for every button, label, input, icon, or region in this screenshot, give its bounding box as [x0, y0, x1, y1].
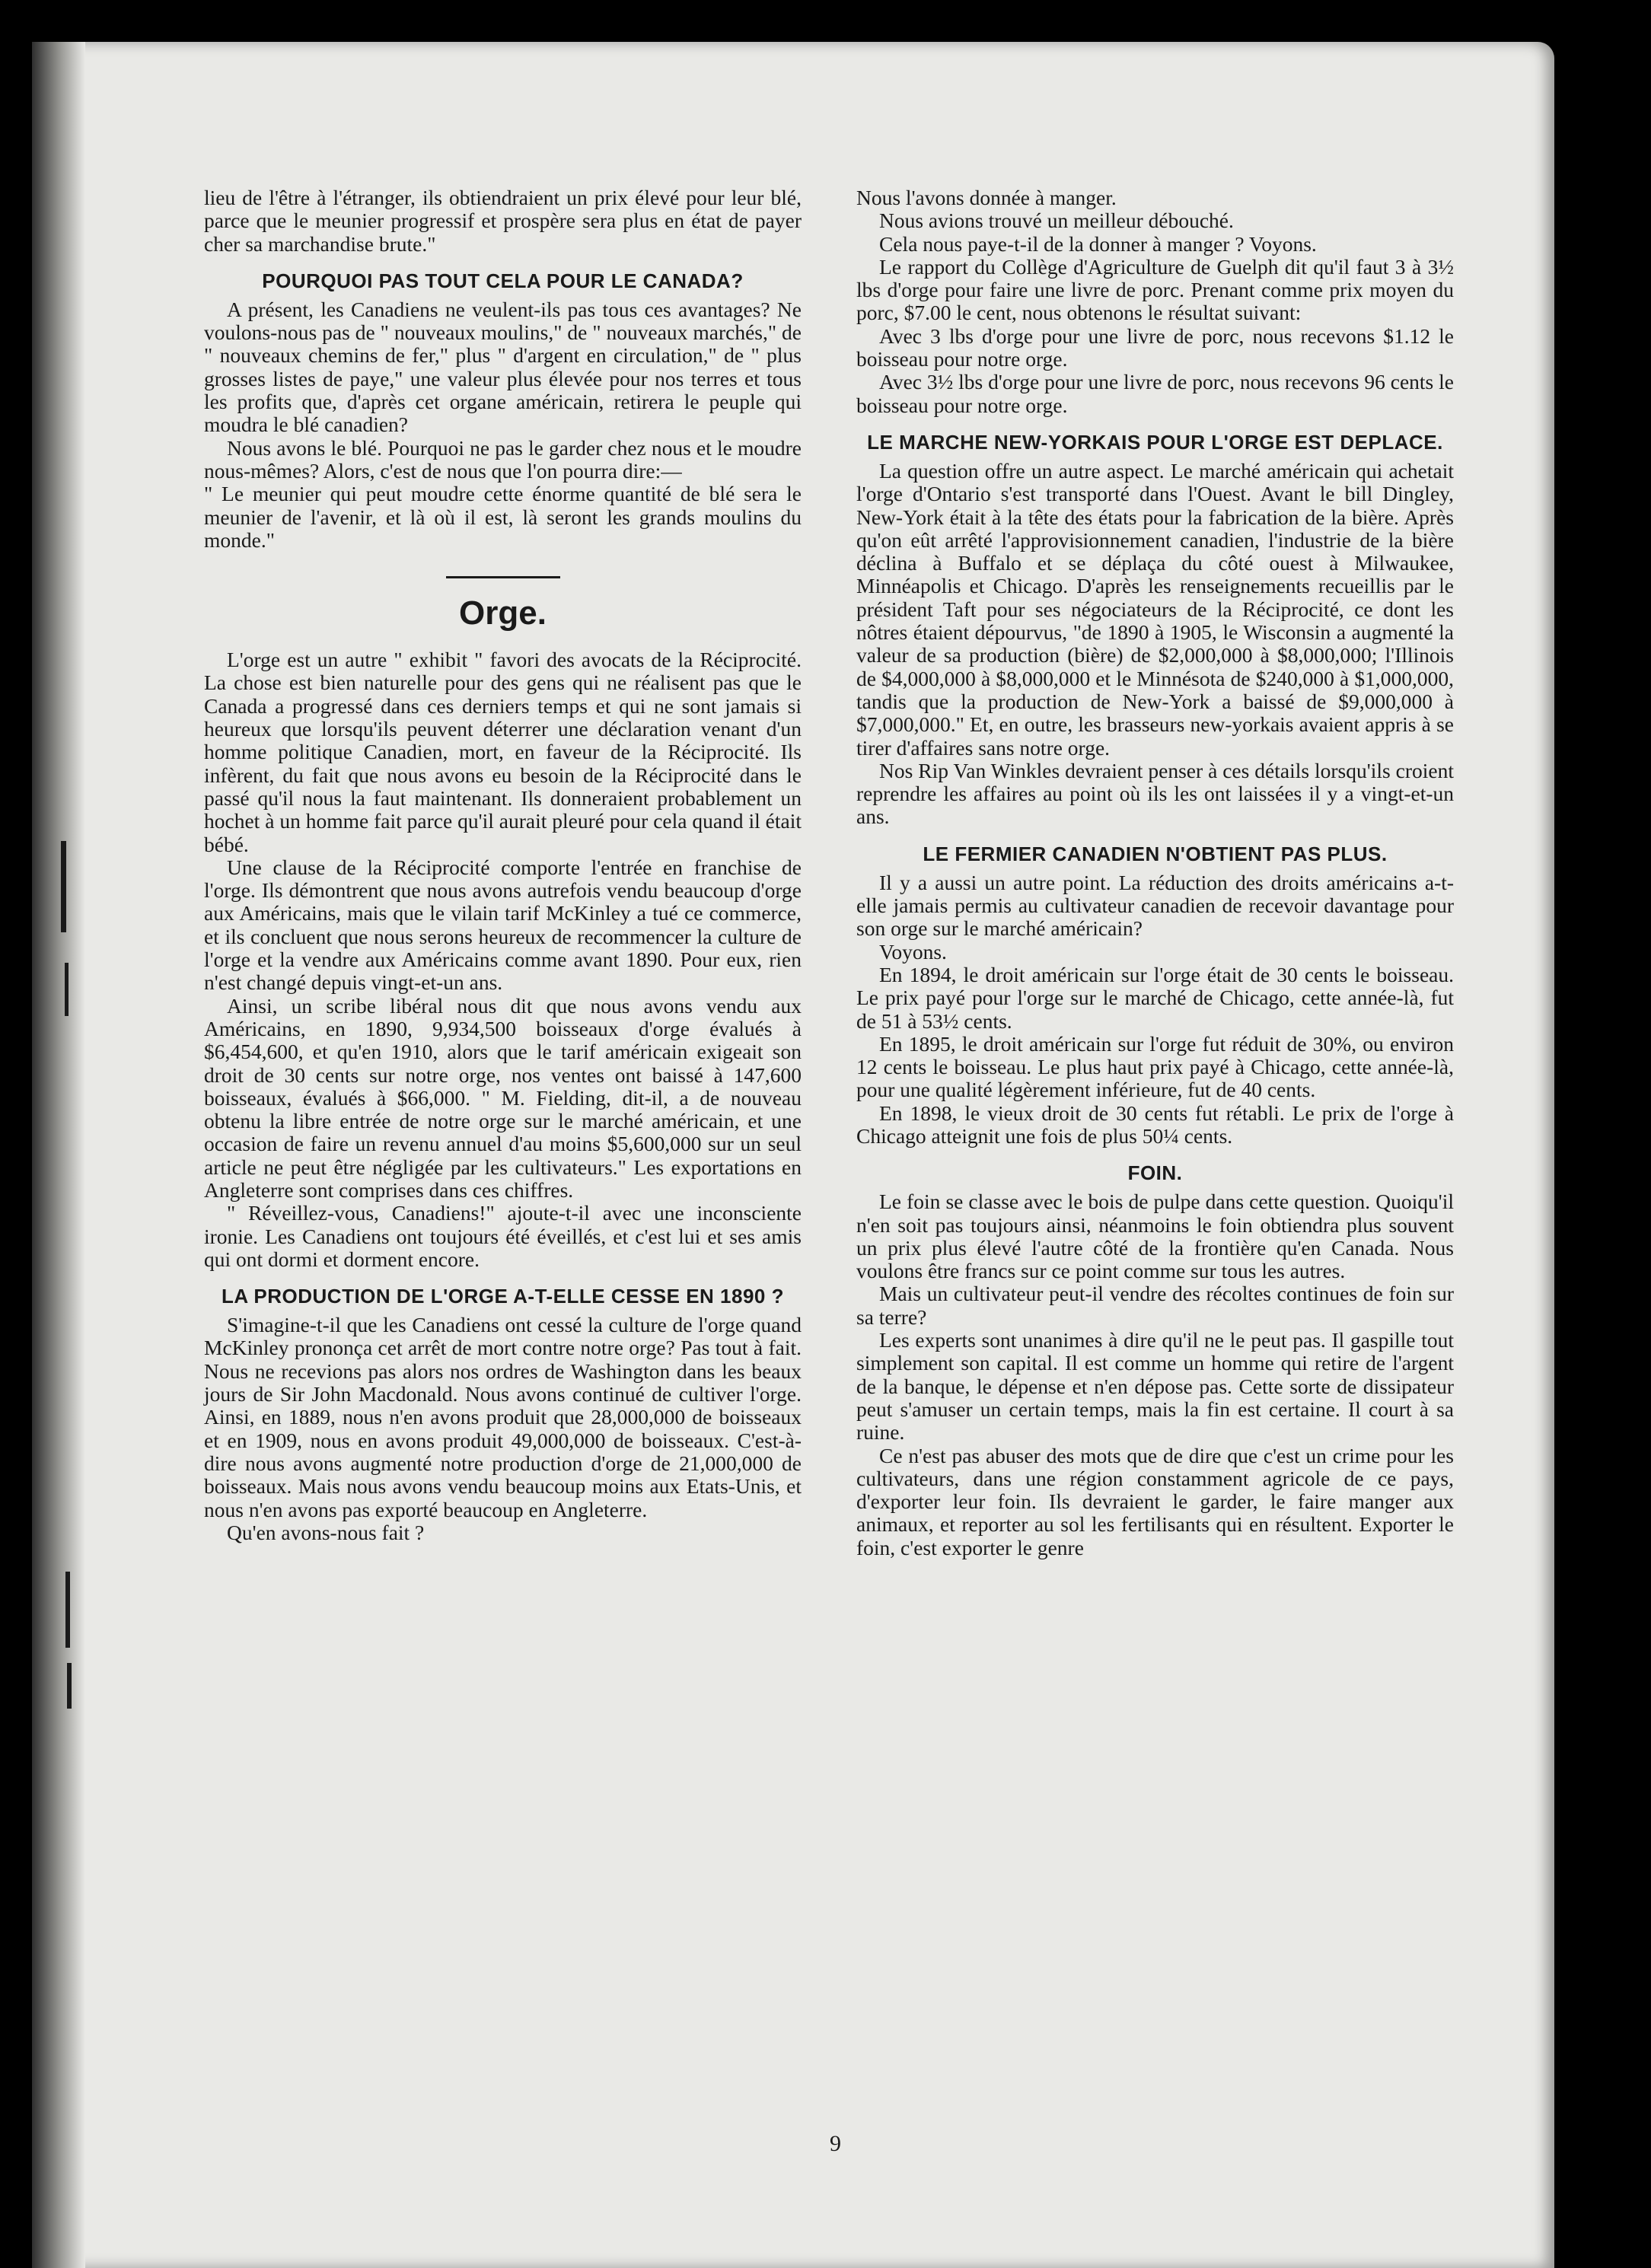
paragraph: L'orge est un autre " exhibit " favori des avocats de la Réciprocité. La chose est bien naturelle pour des gens qui ne réalisent pas que le Canada a progressé dans ces derniers temps et qui ne sont jamais si heureux que lorsqu'ils peuvent déterrer une déclaration venant d'un homme politique Canadien, mort, en faveur de la Réciprocité. Ils infèrent, du fait que nous avons eu besoin de la Réciprocité dans le passé qu'il nous la faut maintenant. Ils donneraient probablement un hochet à un homme fait parce qu'il aurait pleuré pour cela quand il était bébé. [204, 648, 802, 856]
paragraph: Nos Rip Van Winkles devraient penser à ces détails lorsqu'ils croient reprendre les affaires au point où ils les ont laissées il y a vingt-et-un ans. [856, 758, 1454, 829]
paragraph: Nous avons le blé. Pourquoi ne pas le garder chez nous et le moudre nous-mêmes? Alors, c'est de nous que l'on pourra dire:— [204, 435, 802, 483]
paragraph: Nous l'avons donnée à manger. [856, 186, 1117, 209]
section-heading-foin: FOIN. [1127, 1161, 1183, 1185]
section-title-orge: Orge. [459, 594, 547, 632]
binding-mark [67, 1663, 72, 1709]
paragraph: Les experts sont unanimes à dire qu'il ne le peut pas. Il gaspille tout simplement son capital. Il est comme un homme qui retire de l'argent de la banque, le dépense et n'en dépose pas. Cette sorte de dissipateur peut s'amuser un certain temps, mais la fin est certaine. Il court à sa ruine. [856, 1328, 1454, 1445]
binding-mark [65, 963, 69, 1016]
paragraph: Le foin se classe avec le bois de pulpe dans cette question. Quoiqu'il n'en soit pas toujours ainsi, néanmoins le foin obtiendra plus souvent un prix plus élevé l'autre côté de la frontière qu'en Canada. Nous voulons être francs sur ce point comme sur tous les autres. [856, 1190, 1454, 1283]
section-heading-canada: POURQUOI PAS TOUT CELA POUR LE CANADA? [262, 269, 744, 292]
paragraph: Une clause de la Réciprocité comporte l'entrée en franchise de l'orge. Ils démontrent que nous avons autrefois vendu beaucoup d'orge aux Américains, mais que le vilain tarif McKinley a tué ce commerce, et ils concluent que nous serons heureux de recommencer la culture de l'orge et la vendre aux Américains comme avant 1890. Pour eux, rien n'est changé depuis vingt-et-un ans. [204, 855, 802, 995]
paragraph: A présent, les Canadiens ne veulent-ils pas tous ces avantages? Ne voulons-nous pas de " nouveaux moulins," de " nouveaux marchés," de " nouveaux chemins de fer," plus " d'argent en circulation," de " plus grosses listes de paye," une valeur plus élevée pour nos terres et tous les profits que, d'après cet organe américain, retirera le peuple qui moudra le blé canadien? [204, 297, 802, 437]
paragraph: Voyons. [879, 939, 947, 964]
paragraph: Avec 3½ lbs d'orge pour une livre de porc, nous recevons 96 cents le boisseau pour notre orge. [856, 370, 1454, 417]
section-divider [446, 576, 560, 578]
paragraph: " Réveillez-vous, Canadiens!" ajoute-t-il avec une inconsciente ironie. Les Canadiens ont toujours été éveillés, et c'est lui et ses amis qui ont dormi et dorment encore. [204, 1201, 802, 1271]
paragraph: Mais un cultivateur peut-il vendre des récoltes continues de foin sur sa terre? [856, 1282, 1454, 1329]
section-heading-production: LA PRODUCTION DE L'ORGE A-T-ELLE CESSE EN 1890 ? [221, 1285, 784, 1308]
paragraph: S'imagine-t-il que les Canadiens ont cessé la culture de l'orge quand McKinley prononça cet arrêt de mort contre notre orge? Pas tout à fait. Nous ne recevions pas alors nos ordres de Washington dans les beaux jours de Sir John Macdonald. Nous avons continué de cultiver l'orge. Ainsi, en 1889, nous n'en avons produit que 28,000,000 de boisseaux et en 1909, nous en avons produit 49,000,000 de boisseaux. C'est-à-dire nous avons augmenté notre production d'orge de 21,000,000 de boisseaux. Mais nous avons vendu beaucoup moins aux Etats-Unis, et nous n'en avons pas exporté beaucoup en Angleterre. [204, 1313, 802, 1521]
binding-mark [61, 841, 66, 932]
paragraph: Ainsi, un scribe libéral nous dit que nous avons vendu aux Américains, en 1890, 9,934,500 boisseaux d'orge évalués à $6,454,600, et qu'en 1910, alors que le tarif américain exigeait son droit de 30 cents sur notre orge, nos ventes ont baissé à 147,600 boisseaux, évalués à $66,000. " M. Fielding, dit-il, a de nouveau obtenu la libre entrée de notre orge sur le marché américain, et une occasion de faire un revenu annuel d'au moins $5,600,000 sur un seul article ne peut être négligée par les cultivateurs." Les exportations en Angleterre sont comprises dans ces chiffres. [204, 993, 802, 1202]
paragraph: Il y a aussi un autre point. La réduction des droits américains a-t-elle jamais permis au cultivateur canadien de recevoir davantage pour son orge sur le marché américain? [856, 870, 1454, 941]
paragraph: Le rapport du Collège d'Agriculture de Guelph dit qu'il faut 3 à 3½ lbs d'orge pour faire une livre de porc. Prenant comme prix moyen du porc, $7.00 le cent, nous obtenons le résultat suivant: [856, 254, 1454, 325]
section-heading-marche: LE MARCHE NEW-YORKAIS POUR L'ORGE EST DEPLACE. [867, 430, 1443, 454]
paragraph: La question offre un autre aspect. Le marché américain qui achetait l'orge d'Ontario s'est transporté dans l'Ouest. Avant le bill Dingley, New-York était à la tête des états pour la fabrication de la bière. Après qu'on eût arrêté l'approvisionnement canadien, l'industrie de la bière déclina à Buffalo et se déplaça du côté ouest à Milwaukee, Minnéapolis et Chicago. D'après les renseignements recueillis par le président Taft pour ses négociateurs de la Réciprocité, ce dont les nôtres étaient dépourvus, "de 1890 à 1905, le Wisconsin a augmenté la valeur de sa production (bière) de $2,000,000 à $8,000,000; l'Illinois de $4,000,000 à $8,000,000 et le Minnésota de $240,000 à $1,000,000, tandis que la production de New-York a baissé de $9,000,000 à $7,000,000." Et, en outre, les brasseurs new-yorkais avaient appris à se tirer d'affaires sans notre orge. [856, 458, 1454, 760]
paragraph: Nous avions trouvé un meilleur débouché. [879, 209, 1234, 233]
section-heading-fermier: LE FERMIER CANADIEN N'OBTIENT PAS PLUS. [923, 842, 1388, 865]
binding-mark [65, 1572, 70, 1648]
paragraph: En 1898, le vieux droit de 30 cents fut rétabli. Le prix de l'orge à Chicago atteignit une fois de plus 50¼ cents. [856, 1101, 1454, 1148]
paragraph: En 1895, le droit américain sur l'orge fut réduit de 30%, ou environ 12 cents le boisseau. Le plus haut prix payé à Chicago, cette année-là, pour une qualité légèrement inférieure, fut de 40 cents. [856, 1031, 1454, 1102]
left-column [204, 186, 802, 1544]
paragraph: Avec 3 lbs d'orge pour une livre de porc, nous recevons $1.12 le boisseau pour notre orge. [856, 323, 1454, 371]
paragraph: lieu de l'être à l'étranger, ils obtiendraient un prix élevé pour leur blé, parce que le meunier progressif et prospère sera plus en état de payer cher sa marchandise brute." [204, 186, 802, 256]
paragraph: Ce n'est pas abuser des mots que de dire que c'est un crime pour les cultivateurs, dans une région constamment agricole de ce pays, d'exporter leur foin. Ils devraient le garder, le faire manger aux animaux, et reporter au sol les fertilisants qui en résultent. Exporter le foin, c'est exporter le genre [856, 1443, 1454, 1559]
page-gutter-shadow [32, 42, 85, 2268]
right-column [856, 186, 1454, 1559]
paragraph: Qu'en avons-nous fait ? [227, 1520, 425, 1544]
page-number: 9 [830, 2131, 841, 2156]
paragraph: En 1894, le droit américain sur l'orge était de 30 cents le boisseau. Le prix payé pour l'orge sur le marché de Chicago, cette année-là, fut de 51 à 53½ cents. [856, 962, 1454, 1033]
quote-paragraph: " Le meunier qui peut moudre cette énorme quantité de blé sera le meunier de l'avenir, et là où il est, là seront les grands moulins du monde." [204, 482, 802, 552]
paragraph: Cela nous paye-t-il de la donner à manger ? Voyons. [879, 231, 1317, 256]
